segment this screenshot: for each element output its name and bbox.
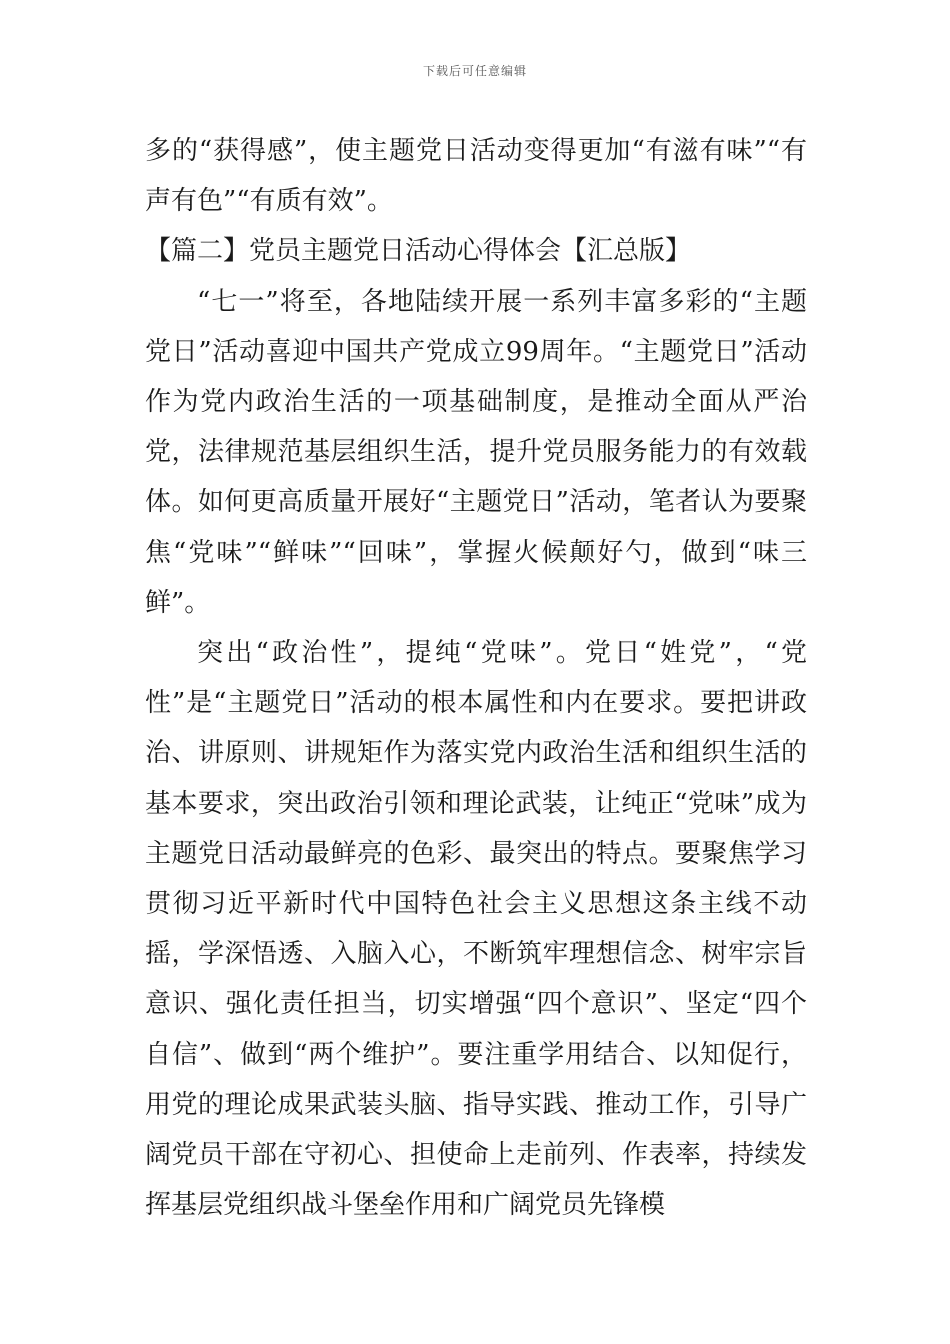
section-title: 【篇二】党员主题党日活动心得体会【汇总版】 xyxy=(145,236,692,267)
header-note: 下载后可任意编辑 xyxy=(422,64,527,78)
document-body xyxy=(145,126,807,1230)
paragraph-political: 突出“政治性”，提纯“党味”。党日“姓党”，“党性”是“主题党日”活动的根本属性和内在要求。要把讲政治、讲原则、讲规矩作为落实党内政治生活和组织生活的基本要求，突出政治引领和理论武装，让纯正“党味”成为主题党日活动最鲜亮的色彩、最突出的特点。要聚焦学习贯彻习近平新时代中国特色社会主义思想这条主线不动摇，学深悟透、入脑入心，不断筑牢理想信念、树牢宗旨意识、强化责任担当，切实增强“四个意识”、坚定“四个自信”、做到“两个维护”。要注重学用结合、以知促行，用党的理论成果武装头脑、指导实践、推动工作，引导广阔党员干部在守初心、担使命上走前列、作表率，持续发挥基层党组织战斗堡垒作用和广阔党员先锋模 xyxy=(145,638,807,1221)
paragraph-intro: “七一”将至，各地陆续开展一系列丰富多彩的“主题党日”活动喜迎中国共产党成立99周年。“主题党日”活动作为党内政治生活的一项基础制度，是推动全面从严治党，法律规范基层组织生活，提升党员服务能力的有效载体。如何更高质量开展好“主题党日”活动，笔者认为要聚焦“党味”“鲜味”“回味”，掌握火候颠好勺，做到“味三鲜”。 xyxy=(145,286,807,618)
paragraph-continued: 多的“获得感”，使主题党日活动变得更加“有滋有味”“有声有色”“有质有效”。 xyxy=(145,136,807,217)
